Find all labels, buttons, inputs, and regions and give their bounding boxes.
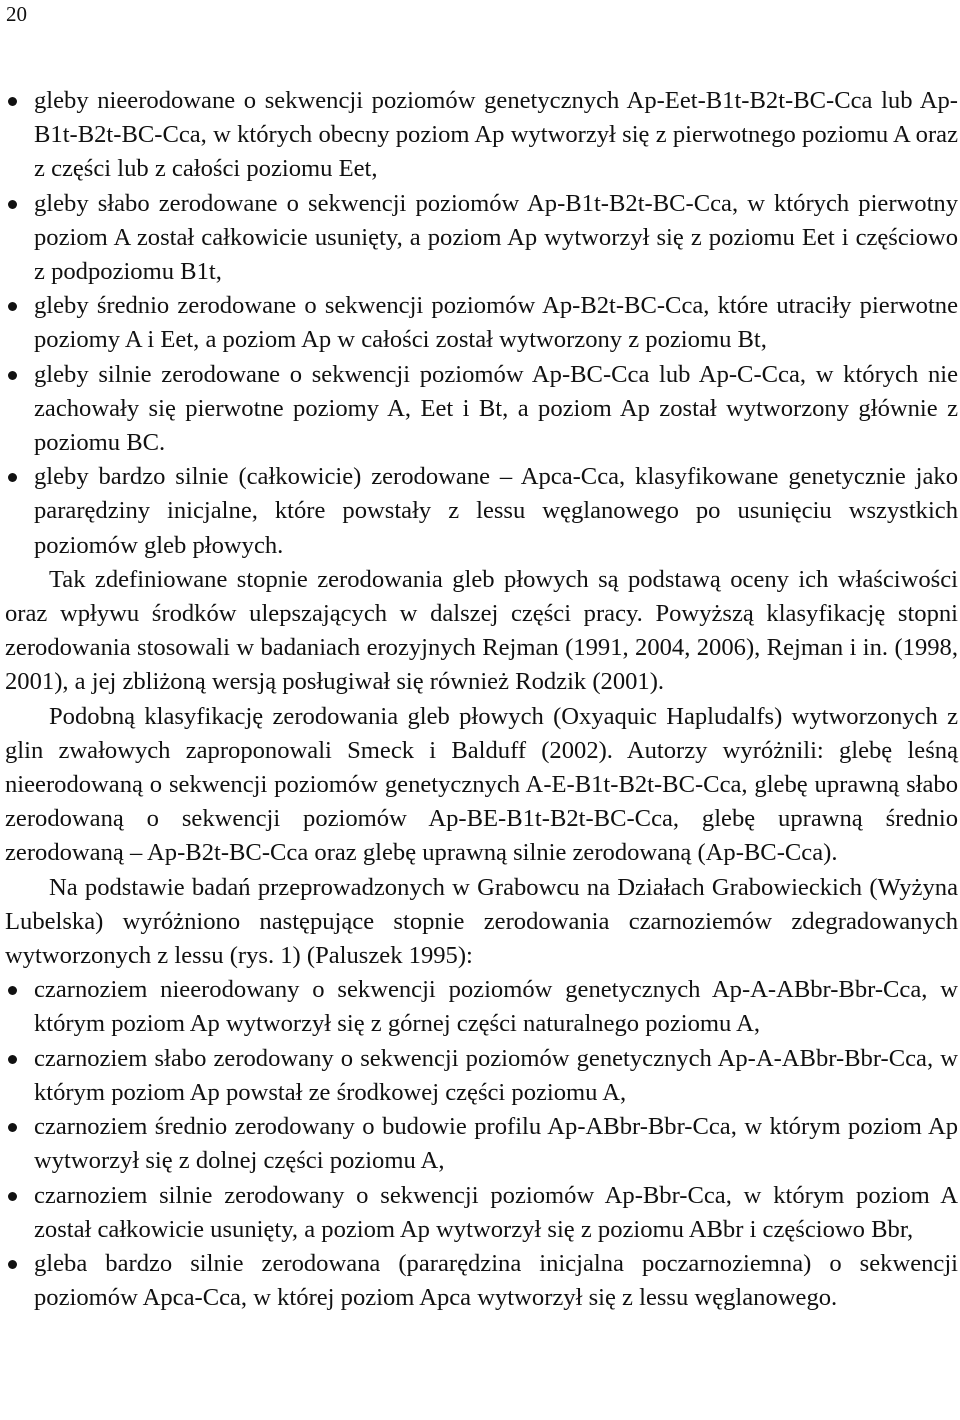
- list-item: czarnoziem słabo zerodowany o sekwencji poziomów genetycznych Ap-A-ABbr-Bbr-Cca, w którym poziom Ap powstał ze środkowej części poziomu A,: [5, 1042, 958, 1110]
- list-item: gleby słabo zerodowane o sekwencji poziomów Ap-B1t-B2t-BC-Cca, w których pierwotny poziom A został całkowicie usunięty, a poziom Ap wytworzył się z poziomu Eet i częściowo z podpoziomu B1t,: [5, 187, 958, 290]
- list-item: gleby bardzo silnie (całkowicie) zerodowane – Apca-Cca, klasyfikowane genetycznie jako pararędziny inicjalne, które powstały z lessu węglanowego po usunięciu wszystkich poziomów gleb płowych.: [5, 460, 958, 563]
- erosion-classes-list-1: [5, 84, 958, 563]
- paragraph: Na podstawie badań przeprowadzonych w Grabowcu na Działach Grabowieckich (Wyżyna Lubelska) wyróżniono następujące stopnie zerodowania czarnoziemów zdegradowanych wytworzonych z lessu (rys. 1) (Paluszek 1995):: [5, 873, 958, 970]
- list-item: gleby nieerodowane o sekwencji poziomów genetycznych Ap-Eet-B1t-B2t-BC-Cca lub Ap-B1t-B2t-BC-Cca, w których obecny poziom Ap wytworzył się z pierwotnego poziomu A oraz z części lub z całości poziomu Eet,: [5, 84, 958, 187]
- erosion-classes-list-2: [5, 973, 958, 1315]
- list-item: gleba bardzo silnie zerodowana (pararędzina inicjalna poczarnoziemna) o sekwencji poziomów Apca-Cca, w której poziom Apca wytworzył się z lessu węglanowego.: [5, 1247, 958, 1315]
- paragraph: Podobną klasyfikację zerodowania gleb płowych (Oxyaquic Hapludalfs) wytworzonych z glin zwałowych zaproponowali Smeck i Balduff (2002). Autorzy wyróżnili: glebę leśną nieerodowaną o sekwencji poziomów genetycznych A-E-B1t-B2t-BC-Cca, glebę uprawną słabo zerodowaną o sekwencji poziomów Ap-BE-B1t-B2t-BC-Cca, glebę uprawną średnio zerodowaną – Ap-B2t-BC-Cca oraz glebę uprawną silnie zerodowaną (Ap-BC-Cca).: [5, 702, 958, 867]
- paragraph: Tak zdefiniowane stopnie zerodowania gleb płowych są podstawą oceny ich właściwości oraz wpływu środków ulepszających w dalszej części pracy. Powyższą klasyfikację stopni zerodowania stosowali w badaniach erozyjnych Rejman (1991, 2004, 2006), Rejman i in. (1998, 2001), a jej zbliżoną wersją posługiwał się również Rodzik (2001).: [5, 565, 958, 696]
- list-item: czarnoziem średnio zerodowany o budowie profilu Ap-ABbr-Bbr-Cca, w którym poziom Ap wytworzył się z dolnej części poziomu A,: [5, 1110, 958, 1178]
- list-item: gleby silnie zerodowane o sekwencji poziomów Ap-BC-Cca lub Ap-C-Cca, w których nie zachowały się pierwotne poziomy A, Eet i Bt, a poziom Ap został wytworzony głównie z poziomu BC.: [5, 358, 958, 461]
- list-item: czarnoziem silnie zerodowany o sekwencji poziomów Ap-Bbr-Cca, w którym poziom A został całkowicie usunięty, a poziom Ap wytworzył się z poziomu ABbr i częściowo Bbr,: [5, 1179, 958, 1247]
- page-number: 20: [6, 2, 27, 26]
- list-item: czarnoziem nieerodowany o sekwencji poziomów genetycznych Ap-A-ABbr-Bbr-Cca, w którym poziom Ap wytworzył się z górnej części naturalnego poziomu A,: [5, 973, 958, 1041]
- list-item: gleby średnio zerodowane o sekwencji poziomów Ap-B2t-BC-Cca, które utraciły pierwotne poziomy A i Eet, a poziom Ap w całości został wytworzony z poziomu Bt,: [5, 289, 958, 357]
- document-body: [5, 84, 958, 1315]
